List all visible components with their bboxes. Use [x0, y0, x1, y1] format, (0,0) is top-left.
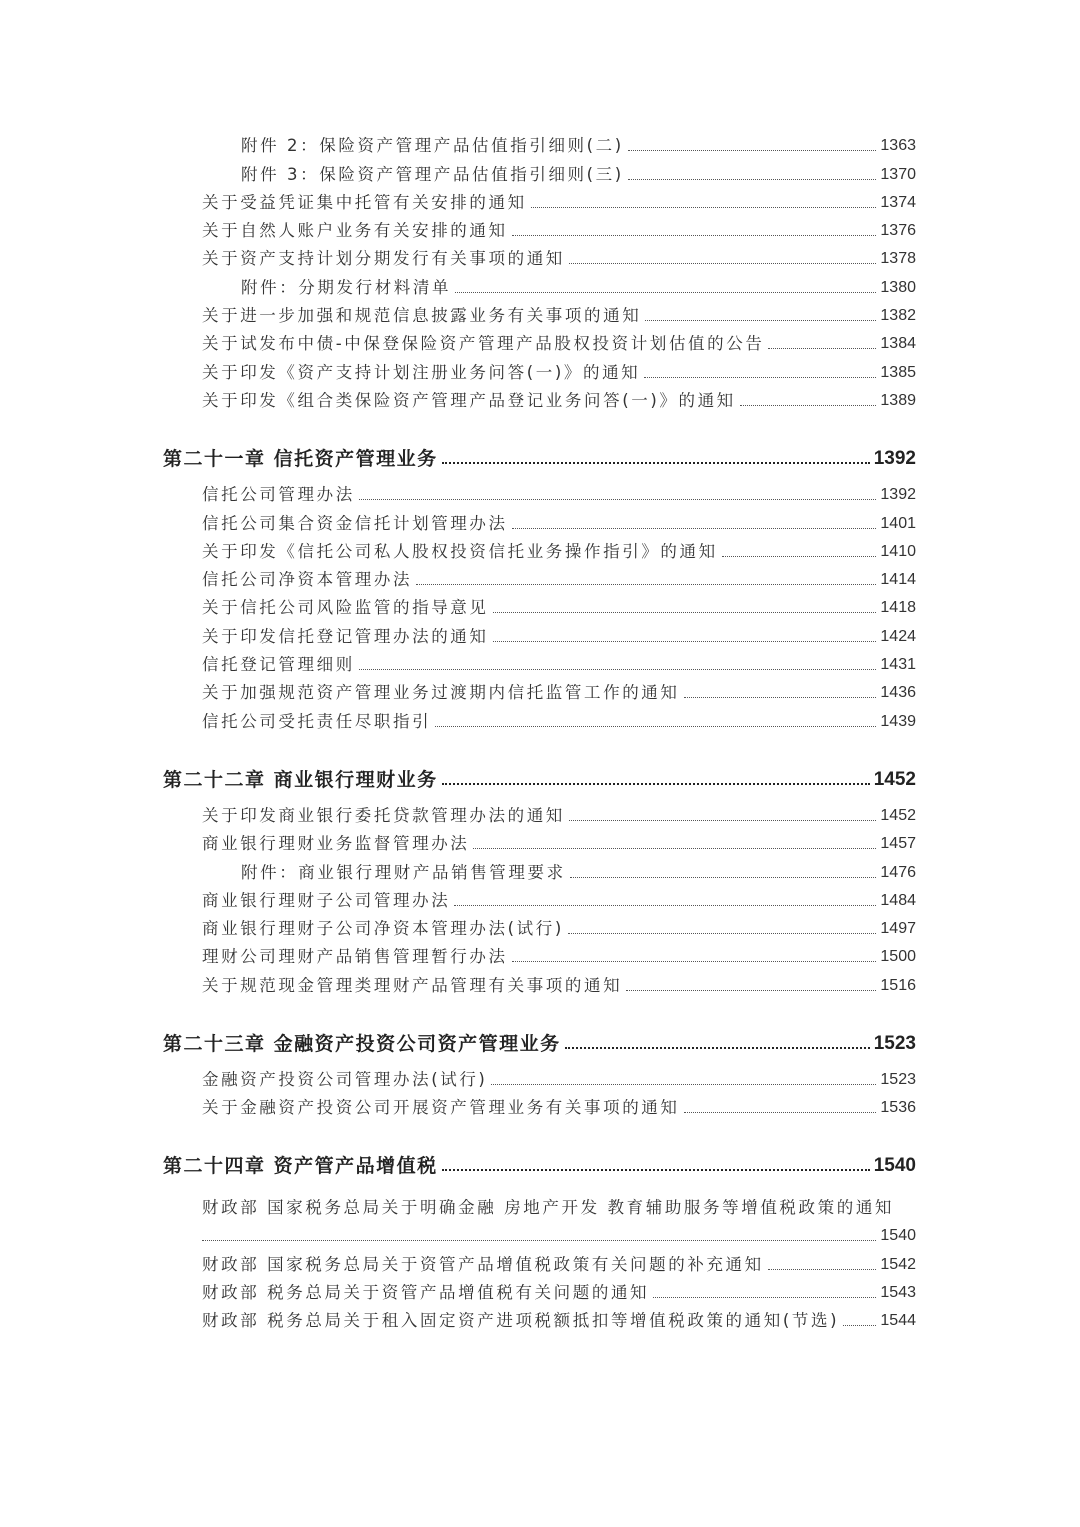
toc-entry-title: 附件 2：保险资产管理产品估值指引细则(二) [241, 136, 624, 156]
toc-entry-page: 1414 [880, 571, 916, 589]
toc-entry-page: 1418 [880, 599, 916, 617]
toc-entry-title: 财政部 税务总局关于租入固定资产进项税额抵扣等增值税政策的通知(节选) [202, 1311, 840, 1331]
toc-entry-title: 关于印发信托登记管理办法的通知 [202, 626, 489, 646]
dot-leader [684, 697, 877, 698]
dot-leader [359, 669, 877, 670]
toc-entry[interactable] [163, 798, 916, 826]
toc-entry-title: 关于加强规范资产管理业务过渡期内信托监管工作的通知 [202, 683, 680, 703]
dot-leader [768, 348, 876, 349]
chapter-page: 1523 [873, 1032, 916, 1054]
toc-entry[interactable] [163, 128, 916, 156]
toc-entry-page: 1431 [880, 656, 916, 674]
toc-entry-title: 理财公司理财产品销售管理暂行办法 [202, 947, 508, 967]
dot-leader [202, 1240, 876, 1241]
toc-entry-page: 1436 [880, 684, 916, 702]
chapter-page: 1540 [873, 1155, 916, 1177]
toc-entry-title: 财政部 国家税务总局关于资管产品增值税政策有关问题的补充通知 [202, 1254, 764, 1274]
chapter-page: 1452 [873, 768, 916, 790]
toc-entry[interactable] [163, 1090, 916, 1118]
dot-leader [565, 1047, 870, 1049]
toc-entry[interactable] [163, 883, 916, 911]
toc-entry[interactable] [163, 854, 916, 882]
spacer [163, 411, 916, 419]
dot-leader [722, 556, 877, 557]
toc-entry-title: 商业银行理财业务监督管理办法 [202, 834, 470, 854]
toc-entry-title: 关于试发布中债-中保登保险资产管理产品股权投资计划估值的公告 [202, 334, 765, 354]
toc-entry-title: 关于进一步加强和规范信息披露业务有关事项的通知 [202, 306, 642, 326]
dot-leader [628, 179, 877, 180]
toc-entry-title: 关于印发商业银行委托贷款管理办法的通知 [202, 805, 565, 825]
toc-entry-page: 1374 [880, 193, 916, 211]
toc-entry[interactable] [163, 534, 916, 562]
toc-entry-title: 信托公司管理办法 [202, 485, 355, 505]
dot-leader [645, 320, 876, 321]
toc-entry-title: 关于信托公司风险监管的指导意见 [202, 598, 489, 618]
toc-entry[interactable] [163, 590, 916, 618]
toc-entry-page: 1389 [880, 391, 916, 409]
toc-entry-page: 1476 [880, 863, 916, 881]
dot-leader [512, 235, 877, 236]
dot-leader [531, 207, 877, 208]
chapter-heading[interactable] [163, 740, 916, 798]
toc-entry-title: 商业银行理财子公司净资本管理办法(试行) [202, 919, 564, 939]
toc-entry-page: 1536 [880, 1099, 916, 1117]
toc-entry[interactable] [163, 185, 916, 213]
dot-leader [454, 905, 876, 906]
dot-leader [435, 726, 876, 727]
toc-entry-page: 1540 [880, 1227, 916, 1245]
chapter-title: 第二十四章 资产管产品增值税 [163, 1155, 438, 1178]
toc-entry-title: 财政部 国家税务总局关于明确金融 房地产开发 教育辅助服务等增值税政策的通知 [202, 1198, 895, 1218]
dot-leader [628, 150, 877, 151]
toc-entry-title: 关于资产支持计划分期发行有关事项的通知 [202, 249, 565, 269]
toc-entry-title: 附件 3：保险资产管理产品估值指引细则(三) [241, 164, 624, 184]
toc-entry[interactable] [163, 703, 916, 731]
toc-entry-page: 1544 [880, 1312, 916, 1330]
toc-entry-page: 1542 [880, 1255, 916, 1273]
toc-entry-title: 关于印发《信托公司私人股权投资信托业务操作指引》的通知 [202, 541, 718, 561]
toc-entry[interactable] [163, 675, 916, 703]
toc-entry-title: 信托登记管理细则 [202, 655, 355, 675]
toc-entry[interactable] [163, 269, 916, 297]
toc-entry[interactable] [163, 911, 916, 939]
chapter-page: 1392 [873, 447, 916, 469]
toc-entry-title: 信托公司受托责任尽职指引 [202, 711, 432, 731]
toc-entry-title: 信托公司净资本管理办法 [202, 570, 413, 590]
toc-entry-page: 1439 [880, 712, 916, 730]
toc-entry[interactable] [163, 939, 916, 967]
toc-entry-page: 1370 [880, 165, 916, 183]
toc-entry-page: 1452 [880, 806, 916, 824]
dot-leader [473, 848, 876, 849]
toc-entry-page: 1392 [880, 486, 916, 504]
toc-entry-page: 1378 [880, 250, 916, 268]
toc-entry[interactable] [163, 1062, 916, 1090]
toc-entry[interactable] [163, 326, 916, 354]
dot-leader [416, 584, 876, 585]
toc-entry[interactable] [163, 383, 916, 411]
toc-entry[interactable] [163, 505, 916, 533]
chapter-title: 第二十二章 商业银行理财业务 [163, 768, 438, 791]
toc-entry-continuation[interactable] [163, 1218, 916, 1246]
chapter-heading[interactable] [163, 419, 916, 477]
dot-leader [442, 783, 870, 785]
dot-leader [626, 990, 876, 991]
toc-entry[interactable] [163, 477, 916, 505]
spacer [163, 732, 916, 740]
toc-entry-title: 附件：分期发行材料清单 [241, 277, 452, 297]
dot-leader [843, 1325, 876, 1326]
dot-leader [653, 1297, 876, 1298]
toc-entry[interactable] [163, 562, 916, 590]
toc-entry[interactable] [163, 241, 916, 269]
toc-entry-title: 关于受益凭证集中托管有关安排的通知 [202, 192, 527, 212]
toc-entry-page: 1523 [880, 1071, 916, 1089]
toc-entry[interactable] [163, 213, 916, 241]
dot-leader [359, 499, 877, 500]
dot-leader [493, 612, 877, 613]
table-of-contents [163, 128, 916, 1331]
dot-leader [644, 377, 876, 378]
spacer [163, 996, 916, 1004]
toc-entry[interactable] [163, 354, 916, 382]
dot-leader [442, 1169, 870, 1171]
toc-entry-title: 附件：商业银行理财产品销售管理要求 [241, 862, 566, 882]
toc-entry-title: 关于金融资产投资公司开展资产管理业务有关事项的通知 [202, 1098, 680, 1118]
toc-entry-page: 1410 [880, 542, 916, 560]
dot-leader [512, 961, 877, 962]
toc-entry-page: 1385 [880, 363, 916, 381]
dot-leader [684, 1112, 877, 1113]
dot-leader [512, 528, 877, 529]
toc-entry-page: 1543 [880, 1283, 916, 1301]
toc-entry[interactable] [163, 1303, 916, 1331]
toc-entry-title: 金融资产投资公司管理办法(试行) [202, 1070, 488, 1090]
dot-leader [569, 263, 877, 264]
toc-entry-title: 信托公司集合资金信托计划管理办法 [202, 513, 508, 533]
toc-entry-page: 1382 [880, 307, 916, 325]
toc-entry-page: 1484 [880, 891, 916, 909]
toc-entry-page: 1384 [880, 335, 916, 353]
toc-entry[interactable] [163, 156, 916, 184]
toc-entry[interactable] [163, 647, 916, 675]
chapter-heading[interactable] [163, 1004, 916, 1062]
toc-entry-title: 关于印发《资产支持计划注册业务问答(一)》的通知 [202, 362, 641, 382]
dot-leader [455, 292, 876, 293]
toc-entry-page: 1424 [880, 627, 916, 645]
toc-entry-title: 关于印发《组合类保险资产管理产品登记业务问答(一)》的通知 [202, 390, 736, 410]
toc-entry[interactable] [163, 1184, 916, 1218]
toc-entry[interactable] [163, 1275, 916, 1303]
dot-leader [569, 820, 877, 821]
toc-entry-page: 1516 [880, 976, 916, 994]
toc-entry-page: 1376 [880, 222, 916, 240]
chapter-heading[interactable] [163, 1126, 916, 1184]
toc-entry[interactable] [163, 298, 916, 326]
toc-entry-title: 商业银行理财子公司管理办法 [202, 890, 451, 910]
toc-entry[interactable] [163, 826, 916, 854]
chapter-title: 第二十三章 金融资产投资公司资产管理业务 [163, 1032, 561, 1055]
toc-entry-title: 关于规范现金管理类理财产品管理有关事项的通知 [202, 975, 623, 995]
toc-entry[interactable] [163, 618, 916, 646]
toc-entry-page: 1380 [880, 278, 916, 296]
spacer [163, 1118, 916, 1126]
toc-entry-page: 1497 [880, 920, 916, 938]
toc-entry-page: 1363 [880, 137, 916, 155]
dot-leader [768, 1269, 877, 1270]
dot-leader [570, 877, 877, 878]
chapter-title: 第二十一章 信托资产管理业务 [163, 447, 438, 470]
dot-leader [442, 462, 870, 464]
toc-entry[interactable] [163, 967, 916, 995]
toc-entry-title: 关于自然人账户业务有关安排的通知 [202, 221, 508, 241]
dot-leader [568, 933, 877, 934]
dot-leader [493, 641, 877, 642]
toc-entry[interactable] [163, 1246, 916, 1274]
toc-entry-page: 1500 [880, 948, 916, 966]
dot-leader [740, 405, 877, 406]
toc-entry-page: 1401 [880, 514, 916, 532]
toc-entry-page: 1457 [880, 835, 916, 853]
toc-entry-title: 财政部 税务总局关于资管产品增值税有关问题的通知 [202, 1282, 650, 1302]
dot-leader [491, 1084, 876, 1085]
